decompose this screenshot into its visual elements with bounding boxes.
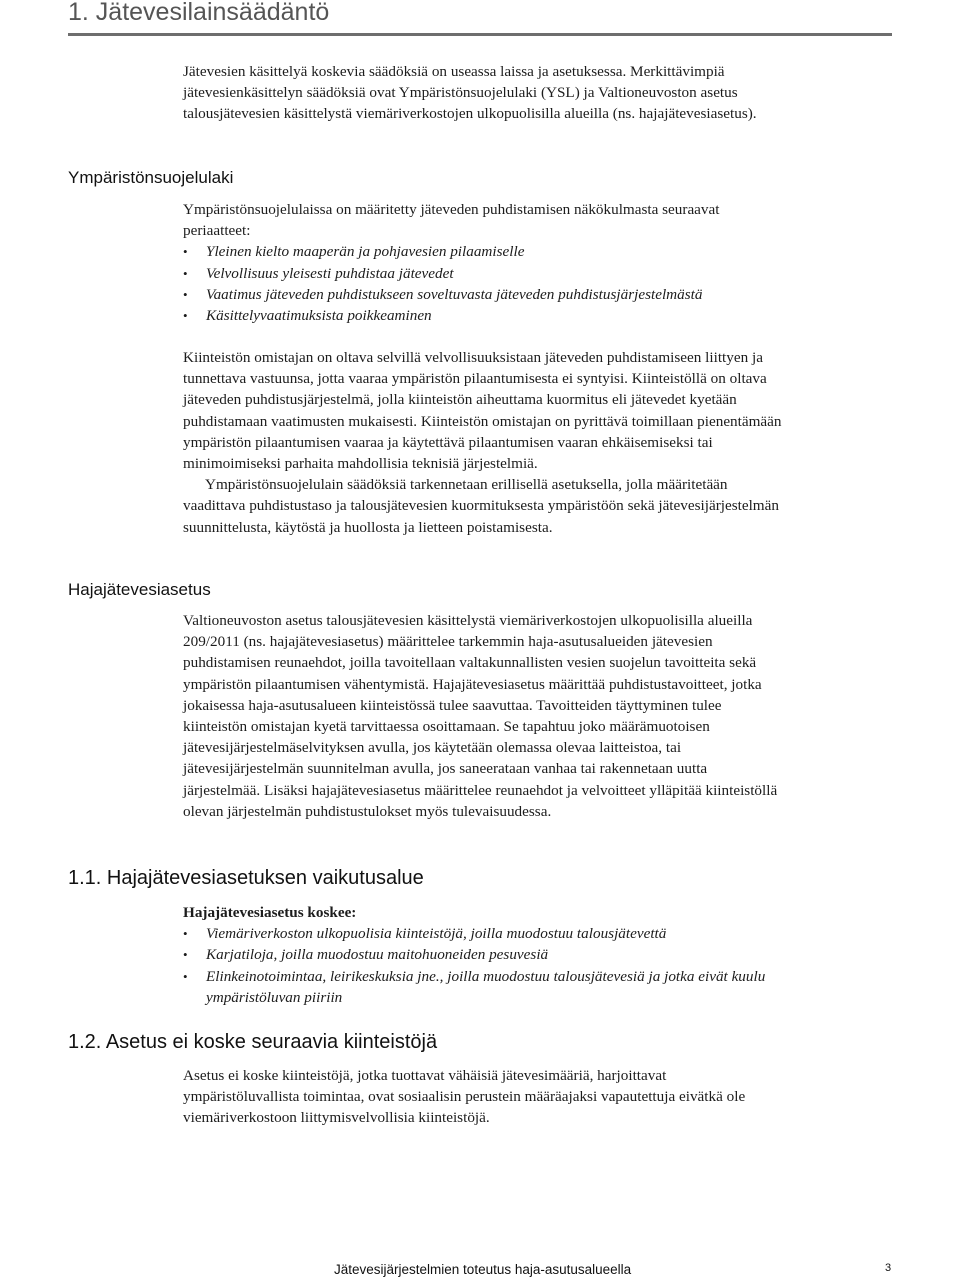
list-item: • Karjatiloja, joilla muodostuu maitohuoneiden pesuvesiä bbox=[183, 944, 783, 965]
section-1-1-lead: Hajajätevesiasetus koskee: bbox=[183, 904, 357, 921]
list-item: • Velvollisuus yleisesti puhdistaa jätevedet bbox=[183, 263, 783, 284]
list-item: • Yleinen kielto maaperän ja pohjavesien pilaamiselle bbox=[183, 241, 783, 262]
footer-title: Jätevesijärjestelmien toteutus haja-asutusalueella bbox=[334, 1262, 632, 1277]
title-rule bbox=[68, 33, 892, 36]
ysl-body bbox=[183, 347, 783, 538]
page-number: 3 bbox=[885, 1262, 892, 1274]
list-item: • Vaatimus jäteveden puhdistukseen soveltuvasta jäteveden puhdistusjärjestelmästä bbox=[183, 284, 783, 305]
ysl-heading: Ympäristönsuojelulaki bbox=[68, 168, 234, 187]
ysl-bullet-list bbox=[183, 241, 783, 326]
section-1-1-heading: 1.1. Hajajätevesiasetuksen vaikutusalue bbox=[68, 867, 424, 889]
ysl-paragraph-1: Kiinteistön omistajan on oltava selvillä velvollisuuksistaan jäteveden puhdistamiseen liittyen ja tunnettava vastuunsa, jotta vaaraa ympäristön pilaantumisesta ei syntyisi. Kiinteistöllä on oltava jäteveden puhdistusjärjestelmä, jolla kiinteistön aiheuttama kuormitus eli jätevedet kyetään puhdistamaan vaatimusten mukaisesti. Kiinteistön omistajan on pyrittävä toimillaan pienentämään ympäristön pilaantumisen vaaraa ja käytettävä pilaantumisen vaaran ehkäisemiseksi tai minimoimiseksi parhaita mahdollisia teknisiä järjestelmiä. bbox=[183, 349, 782, 473]
chapter-title: 1. Jätevesilainsäädäntö bbox=[68, 0, 330, 26]
list-item: • Elinkeinotoimintaa, leirikeskuksia jne., joilla muodostuu talousjätevesiä ja jotka eivät kuulu ympäristöluvan piiriin bbox=[183, 966, 783, 1008]
list-item: • Viemäriverkoston ulkopuolisia kiinteistöjä, joilla muodostuu talousjätevettä bbox=[183, 923, 783, 944]
haja-paragraph: Valtioneuvoston asetus talousjätevesien käsittelystä viemäriverkostojen ulkopuolisilla alueilla 209/2011 (ns. hajajätevesiasetus) määrittelee tarkemmin haja-asutusalueiden jätevesien puhdistamisen reunaehdot, joilla tavoitellaan valtakunnallisten vesien suojelun tavoitteita sekä ympäristön pilaantumisen vähentymistä. Hajajätevesiasetus määrittää puhdistustavoitteet, jotka jokaisessa haja-asutusalueen kiinteistössä tulee saavuttaa. Tavoitteiden täyttyminen tulee kiinteistön omistajan kyetä tarvittaessa osoittamaan. Se tapahtuu joko määrämuotoisen jätevesijärjestelmäselvityksen avulla, jos käytetään olemassa olevaa laitteistoa, tai jätevesijärjestelmän suunnitelman avulla, jos saneerataan vanhaa tai rakennetaan uutta järjestelmää. Lisäksi hajajätevesiasetus määrittelee reunaehdot ja velvoitteet ylläpitää kiinteistöllä olevan järjestelmän puhdistustulokset myös tulevaisuudessa. bbox=[183, 612, 778, 820]
ysl-lead: Ympäristönsuojelulaissa on määritetty jäteveden puhdistamisen näkökulmasta seuraavat periaatteet: bbox=[183, 201, 720, 240]
section-1-2-heading: 1.2. Asetus ei koske seuraavia kiinteistöjä bbox=[68, 1031, 438, 1053]
list-item: • Käsittelyvaatimuksista poikkeaminen bbox=[183, 305, 783, 326]
hajajatevesiasetus-heading: Hajajätevesiasetus bbox=[68, 580, 211, 599]
section-1-2-paragraph: Asetus ei koske kiinteistöjä, jotka tuottavat vähäisiä jätevesimääriä, harjoittavat ympäristöluvallista toimintaa, ovat sosiaalisin perustein määräajaksi vapautettuja eivätkä ole viemäriverkostoon liittymisvelvollisia kiinteistöjä. bbox=[183, 1067, 746, 1127]
section-1-1-block bbox=[183, 902, 783, 1008]
ysl-block bbox=[183, 199, 783, 326]
section-1-1-bullet-list bbox=[183, 923, 783, 1008]
ysl-paragraph-2: Ympäristönsuojelulain säädöksiä tarkennetaan erillisellä asetuksella, jolla määritetään vaadittava puhdistustaso ja talousjätevesien kuormituksesta ympäristöön sekä jätevesijärjestelmän suunnittelusta, käytöstä ja huollosta ja lietteen poistamisesta. bbox=[183, 476, 779, 536]
intro-paragraph: Jätevesien käsittelyä koskevia säädöksiä on useassa laissa ja asetuksessa. Merkittävimpiä jätevesienkäsittelyn säädöksiä ovat Ympäristönsuojelulaki (YSL) ja Valtioneuvoston asetus talousjätevesien käsittelystä viemäriverkostojen ulkopuolisilla alueilla (ns. hajajätevesiasetus). bbox=[183, 63, 757, 123]
